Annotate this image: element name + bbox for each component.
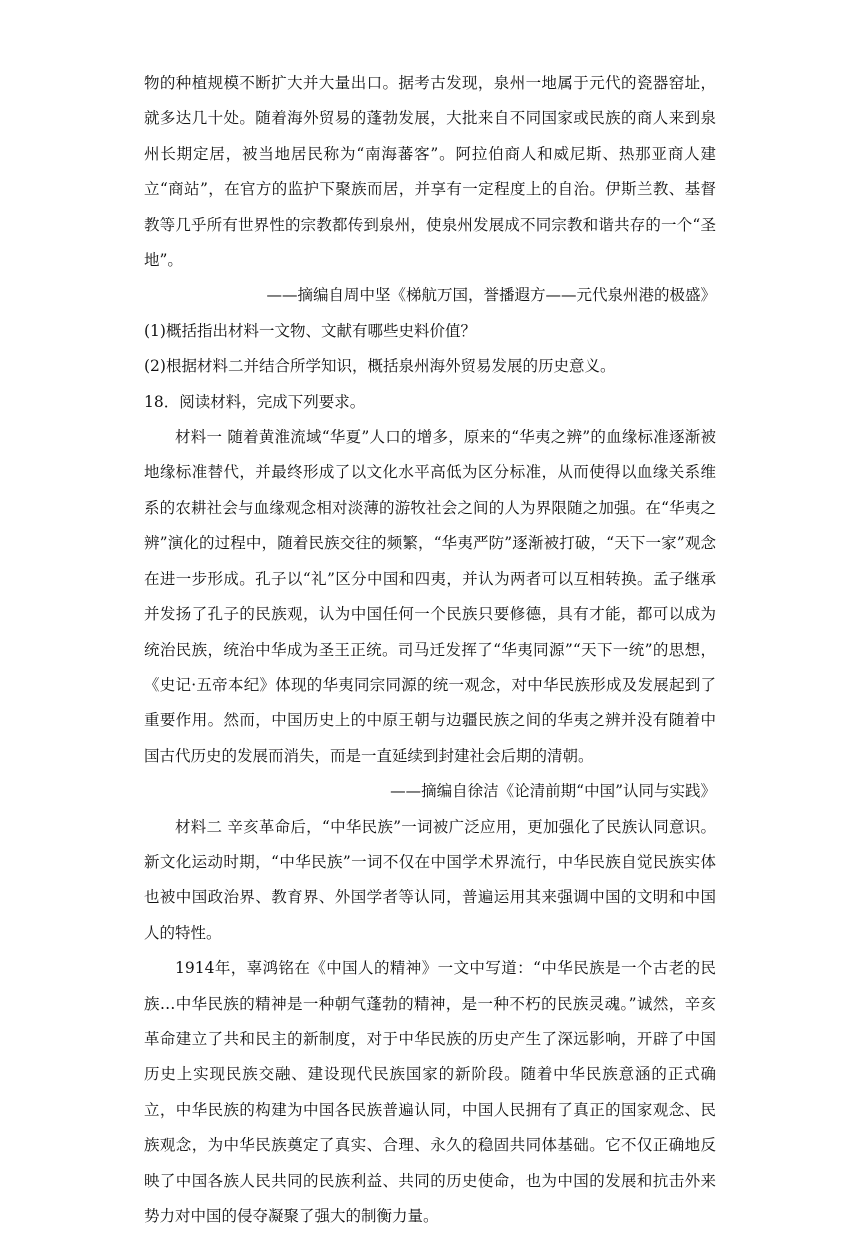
- q18-material-2-paragraph-1: 材料二 辛亥革命后，“中华民族”一词被广泛应用，更加强化了民族认同意识。新文化运动时期，“中华民族”一词不仅在中国学术界流行，中华民族自觉民族实体也被中国政治界、教育界、外国学者等认同，普遍运用其来强调中国的文明和中国人的特性。: [144, 817, 716, 942]
- q18-source-citation-1: ——摘编自徐洁《论清前期“中国”认同与实践》: [390, 782, 716, 801]
- page-content: [144, 66, 716, 1234]
- q18-material-2-paragraph-2: 1914年，辜鸿铭在《中国人的精神》一文中写道：“中华民族是一个古老的民族…中华民族的精神是一种朝气蓬勃的精神，是一种不朽的民族灵魂。”诚然，辛亥革命建立了共和民主的新制度，对于中华民族的历史产生了深远影响，开辟了中国历史上实现民族交融、建设现代民族国家的新阶段。随着中华民族意涵的正式确立，中华民族的构建为中国各民族普遍认同，中国人民拥有了真正的国家观念、民族观念，为中华民族奠定了真实、合理、永久的稳固共同体基础。它不仅正确地反映了中国各族人民共同的民族利益、共同的历史使命，也为中国的发展和抗击外来势力对中国的侵夺凝聚了强大的制衡力量。: [144, 959, 716, 1225]
- q18-stem: 18．阅读材料，完成下列要求。: [144, 392, 366, 411]
- q17-subquestion-1: (1)概括指出材料一文物、文献有哪些史料价值？: [144, 321, 476, 340]
- q18-material-1: 材料一 随着黄淮流域“华夏”人口的增多，原来的“华夷之辨”的血缘标准逐渐被地缘标准替代，并最终形成了以文化水平高低为区分标准，从而使得以血缘关系维系的农耕社会与血缘观念相对淡薄的游牧社会之间的人为界限随之加强。在“华夷之辨”演化的过程中，随着民族交往的频繁，“华夷严防”逐渐被打破，“天下一家”观念在进一步形成。孔子以“礼”区分中国和四夷，并认为两者可以互相转换。孟子继承并发扬了孔子的民族观，认为中国任何一个民族只要修德，具有才能，都可以成为统治民族，统治中华成为圣王正统。司马迁发挥了“华夷同源”“天下一统”的思想，《史记·五帝本纪》体现的华夷同宗同源的统一观念，对中华民族形成及发展起到了重要作用。然而，中国历史上的中原王朝与边疆民族之间的华夷之辨并没有随着中国古代历史的发展而消失，而是一直延续到封建社会后期的清朝。: [144, 428, 716, 765]
- q17-source-citation: ——摘编自周中坚《梯航万国，誉播遐方——元代泉州港的极盛》: [266, 286, 716, 305]
- q17-material-tail: 物的种植规模不断扩大并大量出口。据考古发现，泉州一地属于元代的瓷器窑址，就多达几十处。随着海外贸易的蓬勃发展，大批来自不同国家或民族的商人来到泉州长期定居，被当地居民称为“南海蕃客”。阿拉伯商人和威尼斯、热那亚商人建立“商站”，在官方的监护下聚族而居，并享有一定程度上的自治。伊斯兰教、基督教等几乎所有世界性的宗教都传到泉州，使泉州发展成不同宗教和谐共存的一个“圣地”。: [144, 74, 716, 270]
- q17-subquestion-2: (2)根据材料二并结合所学知识，概括泉州海外贸易发展的历史意义。: [144, 357, 616, 376]
